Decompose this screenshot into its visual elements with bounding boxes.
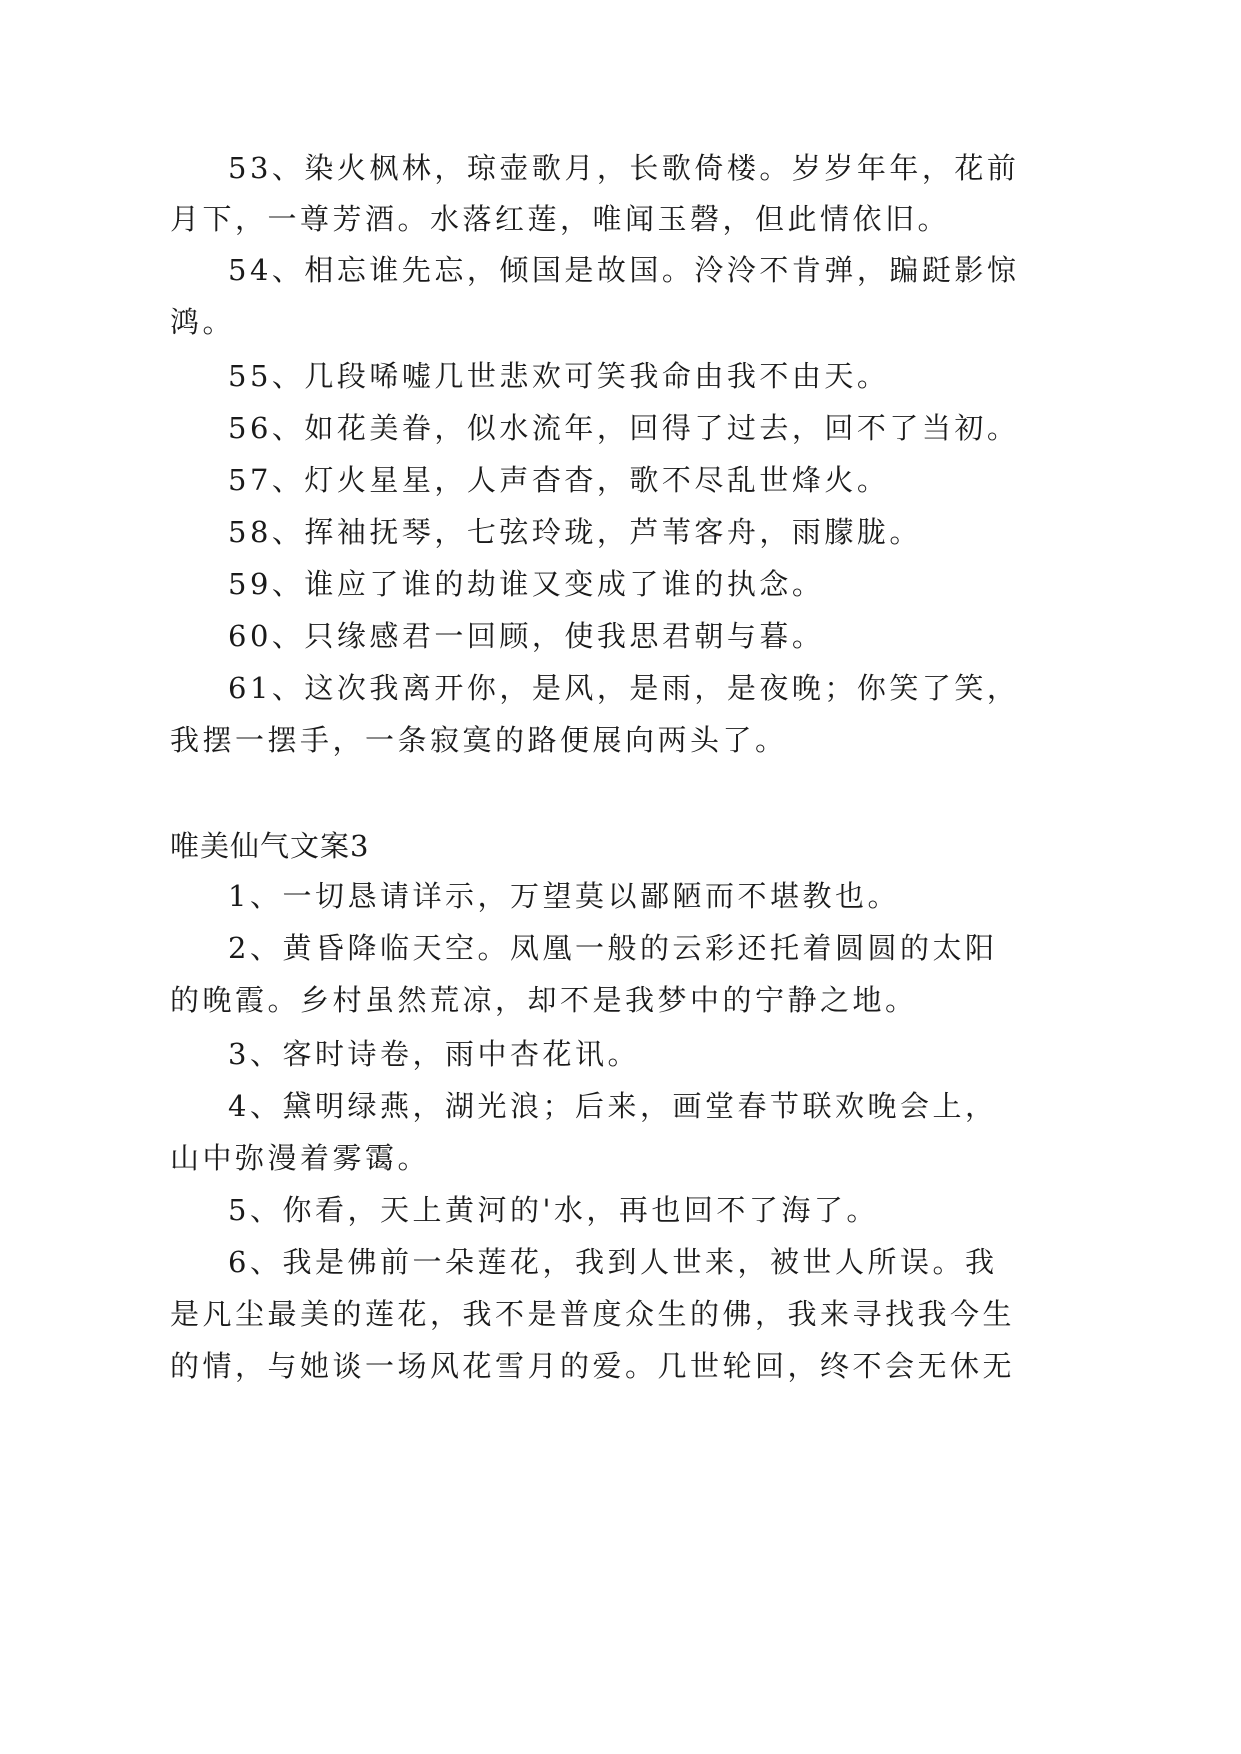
- item-3: 3、客时诗卷，雨中杏花讯。: [228, 1037, 640, 1071]
- item-1: 1、一切恳请详示，万望莫以鄙陋而不堪教也。: [228, 879, 900, 913]
- item-6-line-2: 是凡尘最美的莲花，我不是普度众生的佛，我来寻找我今生: [170, 1297, 1016, 1331]
- item-5: 5、你看，天上黄河的'水，再也回不了海了。: [228, 1193, 879, 1227]
- item-61-line-1: 61、这次我离开你，是风，是雨，是夜晚；你笑了笑，: [228, 671, 1020, 705]
- item-2-line-2: 的晚霞。乡村虽然荒凉，却不是我梦中的宁静之地。: [170, 983, 918, 1017]
- item-58: 58、挥袖抚琴，七弦玲珑，芦苇客舟，雨朦胧。: [228, 515, 922, 549]
- item-2-line-1: 2、黄昏降临天空。凤凰一般的云彩还托着圆圆的太阳: [228, 931, 998, 965]
- item-54-line-1: 54、相忘谁先忘，倾国是故国。泠泠不肯弹，蹁跹影惊: [228, 253, 1020, 287]
- item-61-line-2: 我摆一摆手，一条寂寞的路便展向两头了。: [170, 723, 788, 757]
- item-60: 60、只缘感君一回顾，使我思君朝与暮。: [228, 619, 825, 653]
- item-4-line-1: 4、黛明绿燕，湖光浪；后来，画堂春节联欢晚会上，: [228, 1089, 998, 1123]
- item-6-line-3: 的情，与她谈一场风花雪月的爱。几世轮回，终不会无休无: [170, 1349, 1016, 1383]
- section-heading: 唯美仙气文案3: [170, 829, 370, 863]
- item-4-line-2: 山中弥漫着雾霭。: [170, 1141, 431, 1175]
- item-57: 57、灯火星星，人声杳杳，歌不尽乱世烽火。: [228, 463, 890, 497]
- item-55: 55、几段唏嘘几世悲欢可笑我命由我不由天。: [228, 359, 890, 393]
- item-6-line-1: 6、我是佛前一朵莲花，我到人世来，被世人所误。我: [228, 1245, 998, 1279]
- item-54-line-2: 鸿。: [170, 305, 236, 339]
- item-59: 59、谁应了谁的劫谁又变成了谁的执念。: [228, 567, 825, 601]
- item-56: 56、如花美眷，似水流年，回得了过去，回不了当初。: [228, 411, 1020, 445]
- item-53-line-2: 月下，一尊芳酒。水落红莲，唯闻玉磬，但此情依旧。: [170, 202, 951, 236]
- item-53-line-1: 53、染火枫林，琼壶歌月，长歌倚楼。岁岁年年，花前: [228, 151, 1020, 185]
